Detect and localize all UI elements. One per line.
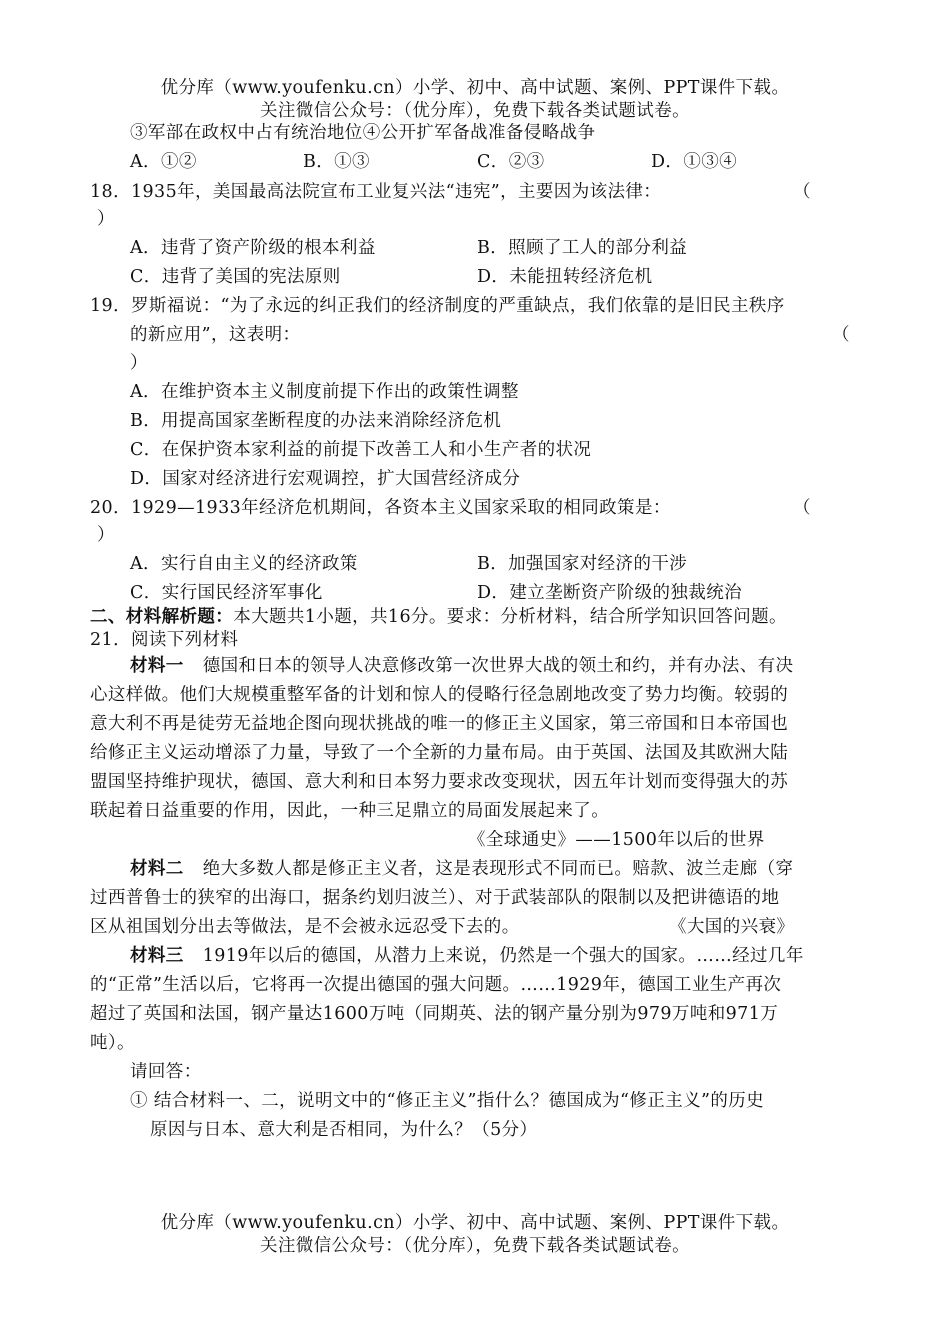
material-2-source: 《大国的兴衰》 [669, 917, 795, 937]
q19-answer-paren-close: ） [130, 353, 148, 373]
q20-option-a: A．实行自由主义的经济政策 [130, 554, 358, 574]
q19-answer-paren-open: （ [832, 325, 850, 345]
q18-option-c: C．违背了美国的宪法原则 [130, 267, 341, 287]
q21-sub-question-1-line-1: ① 结合材料一、二，说明文中的“修正主义”指什么？德国成为“修正主义”的历史 [130, 1091, 765, 1111]
header-line-2: 关注微信公众号：（优分库），免费下载各类试题试卷。 [260, 101, 690, 121]
q18-option-d: D．未能扭转经济危机 [477, 267, 653, 287]
material-1-source: 《全球通史》——1500年以后的世界 [468, 830, 765, 850]
q21-sub-question-1-line-2: 原因与日本、意大利是否相同，为什么？（5分） [150, 1120, 538, 1140]
material-2-text: 绝大多数人都是修正主义者，这是表现形式不同而已。赔款、波兰走廊（穿 [202, 859, 794, 879]
q21-ask: 请回答： [130, 1062, 202, 1082]
q17-continuation: ③军部在政权中占有统治地位④公开扩军备战准备侵略战争 [130, 123, 596, 143]
material-2-label: 材料二 [130, 859, 184, 879]
section-2-description: 本大题共1小题，共16分。要求：分析材料，结合所学知识回答问题。 [233, 607, 787, 627]
material-1-line-1 [130, 654, 793, 678]
material-3-line-2: 的“正常”生活以后，它将再一次提出德国的强大问题。……1929年，德国工业生产再次 [90, 975, 782, 995]
header-line-1: 优分库（www.youfenku.cn）小学、初中、高中试题、案例、PPT课件下载。 [160, 78, 790, 98]
material-1-line-5: 盟国坚持维护现状，德国、意大利和日本努力要求改变现状，因五年计划而变得强大的苏 [90, 772, 789, 792]
q19-option-b: B．用提高国家垄断程度的办法来消除经济危机 [130, 411, 502, 431]
material-3-line-1 [130, 944, 804, 968]
q17-option-b: B．①③ [303, 152, 370, 172]
q18-option-b: B．照顾了工人的部分利益 [477, 238, 688, 258]
section-2-heading [90, 605, 787, 629]
material-1-line-3: 意大利不再是徒劳无益地企图向现状挑战的唯一的修正主义国家，第三帝国和日本帝国也 [90, 714, 789, 734]
material-1-line-4: 给修正主义运动增添了力量，导致了一个全新的力量布局。由于英国、法国及其欧洲大陆 [90, 743, 789, 763]
q20-option-b: B．加强国家对经济的干涉 [477, 554, 688, 574]
q18-answer-paren-open: （ [793, 182, 811, 202]
q19-option-c: C．在保护资本家利益的前提下改善工人和小生产者的状况 [130, 440, 592, 460]
section-2-title: 二、材料解析题： [90, 607, 234, 627]
material-1-line-2: 心这样做。他们大规模重整军备的计划和惊人的侵略行径急剧地改变了势力均衡。较弱的 [90, 685, 789, 705]
material-3-line-4: 吨）。 [90, 1033, 135, 1053]
footer-line-2: 关注微信公众号：（优分库），免费下载各类试题试卷。 [260, 1236, 690, 1256]
q18-answer-paren-close: ） [97, 209, 115, 229]
q17-option-a: A．①② [130, 152, 197, 172]
q19-option-a: A．在维护资本主义制度前提下作出的政策性调整 [130, 382, 519, 402]
q20-answer-paren-close: ） [97, 525, 115, 545]
q20-option-c: C．实行国民经济军事化 [130, 583, 323, 603]
q19-option-d: D．国家对经济进行宏观调控，扩大国营经济成分 [130, 469, 521, 489]
q20-stem: 20．1929—1933年经济危机期间，各资本主义国家采取的相同政策是： [90, 498, 671, 518]
material-2-line-1 [130, 857, 793, 881]
q18-option-a: A．违背了资产阶级的根本利益 [130, 238, 376, 258]
material-3-label: 材料三 [130, 946, 184, 966]
material-1-label: 材料一 [130, 656, 184, 676]
q20-answer-paren-open: （ [793, 498, 811, 518]
material-2-line-3: 区从祖国划分出去等做法，是不会被永远忍受下去的。 [90, 917, 520, 937]
q19-stem-line-1: 19．罗斯福说：“为了永远的纠正我们的经济制度的严重缺点，我们依靠的是旧民主秩序 [90, 296, 785, 316]
q17-option-d: D．①③④ [651, 152, 738, 172]
material-2-line-2: 过西普鲁士的狭窄的出海口，据条约划归波兰）、对于武装部队的限制以及把讲德语的地 [90, 888, 780, 908]
material-1-text: 德国和日本的领导人决意修改第一次世界大战的领土和约，并有办法、有决 [202, 656, 794, 676]
q20-option-d: D．建立垄断资产阶级的独裁统治 [477, 583, 743, 603]
q18-stem: 18．1935年，美国最高法院宣布工业复兴法“违宪”，主要因为该法律： [90, 182, 662, 202]
q17-option-c: C．②③ [477, 152, 545, 172]
footer-line-1: 优分库（www.youfenku.cn）小学、初中、高中试题、案例、PPT课件下载。 [160, 1213, 790, 1233]
material-1-line-6: 联起着日益重要的作用，因此，一种三足鼎立的局面发展起来了。 [90, 801, 610, 821]
q19-stem-line-2: 的新应用”，这表明： [130, 325, 301, 345]
material-3-line-3: 超过了英国和法国，钢产量达1600万吨（同期英、法的钢产量分别为979万吨和971万 [90, 1004, 779, 1024]
material-3-text: 1919年以后的德国，从潜力上来说，仍然是一个强大的国家。……经过几年 [202, 946, 804, 966]
q21-stem: 21．阅读下列材料 [90, 630, 239, 650]
